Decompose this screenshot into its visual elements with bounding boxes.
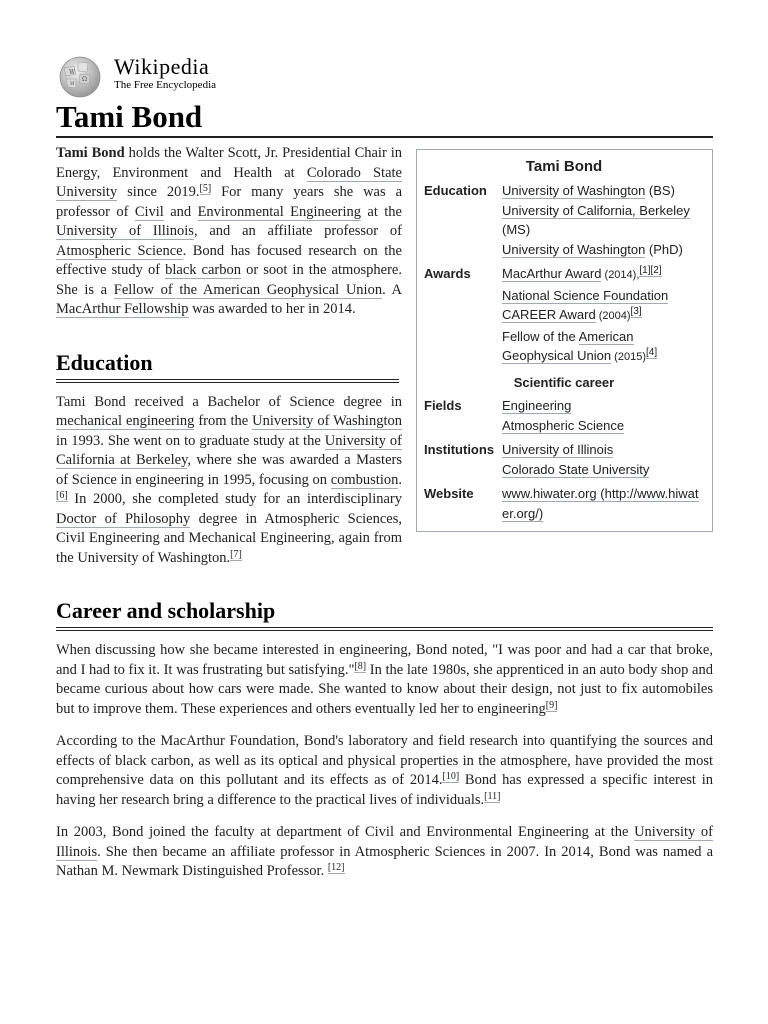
text: , where she was awarded a Masters of Science in engineering in 1995, focusing on bbox=[56, 452, 402, 488]
link[interactable]: Engineering bbox=[502, 398, 572, 413]
infobox-value bbox=[502, 264, 704, 368]
degree: (PhD) bbox=[645, 241, 683, 257]
reference-link[interactable]: [11] bbox=[484, 790, 501, 802]
link[interactable]: University of California, Berkeley bbox=[502, 202, 690, 218]
reference-link[interactable]: [7] bbox=[230, 548, 242, 560]
text: degree in Atmospheric Sciences, Civil Engineering and Mechanical Engineering, again from the University of Washington. bbox=[56, 510, 402, 566]
website-link[interactable]: www.hiwater.org (http://www.hiwater.org/) bbox=[502, 486, 699, 521]
text: from the bbox=[194, 413, 253, 429]
wordmark bbox=[114, 56, 216, 92]
text: and bbox=[163, 203, 198, 220]
link[interactable]: MacArthur Award bbox=[502, 266, 602, 281]
link[interactable]: University of California at Berkeley bbox=[56, 432, 403, 468]
text: According to the MacArthur Foundation, Bond's laboratory and field research into quantifying the sources and effects of black carbon, as well as its optical and physical properties in the atmosphere, have provided the most comprehensive data on this pollutant and its effects as of 2014. bbox=[56, 733, 713, 788]
degree: (BS) bbox=[645, 183, 675, 198]
svg-text:И: И bbox=[70, 81, 75, 87]
link[interactable]: mechanical engineering bbox=[56, 413, 195, 429]
text: When discussing how she became interested in engineering, Bond noted, "I was poor and had a car that broke, and I had to fix it. It was frustrating but satisfying." bbox=[56, 642, 713, 678]
infobox-label: Awards bbox=[424, 266, 471, 281]
link[interactable]: University of Illinois bbox=[56, 223, 194, 239]
link[interactable]: Colorado State University bbox=[56, 164, 402, 200]
subject-name: Tami Bond bbox=[56, 145, 125, 161]
reference-link[interactable]: [1] bbox=[639, 265, 651, 276]
text: In 2003, Bond joined the faculty at department of Civil and Environmental Engineering at the bbox=[56, 824, 635, 840]
page-title: Tami Bond bbox=[56, 100, 713, 138]
reference-link[interactable]: [5] bbox=[199, 183, 212, 194]
text: in 1993. She went on to graduate study at the bbox=[56, 432, 325, 449]
link[interactable]: Atmospheric Science bbox=[56, 242, 183, 259]
infobox-label: Education bbox=[424, 183, 487, 198]
career-paragraph-2 bbox=[56, 732, 713, 810]
wordmark-tagline: The Free Encyclopedia bbox=[114, 79, 217, 91]
link[interactable]: American Geophysical Union bbox=[502, 328, 634, 363]
text: was awarded to her in 2014. bbox=[188, 301, 356, 317]
text: In 2000, she completed study for an interdisciplinary bbox=[67, 491, 402, 507]
award-year: (2014), bbox=[601, 269, 640, 281]
link[interactable]: Colorado State University bbox=[502, 461, 650, 477]
text: , and an affiliate professor of bbox=[193, 223, 402, 239]
link[interactable]: MacArthur Fellowship bbox=[56, 301, 189, 317]
text: Tami Bond received a Bachelor of Science degree in bbox=[56, 393, 402, 410]
infobox-value bbox=[502, 181, 704, 259]
degree: (MS) bbox=[502, 222, 531, 237]
infobox-row-website bbox=[424, 484, 704, 523]
text: holds the Walter Scott, Jr. Presidential Chair in Energy, Environment and Health at bbox=[56, 145, 402, 181]
career-paragraph-3 bbox=[56, 823, 713, 882]
section-heading-education: Education bbox=[56, 350, 399, 383]
wikipedia-logo[interactable] bbox=[56, 52, 713, 98]
award-year: (2004) bbox=[595, 310, 631, 322]
infobox-label: Fields bbox=[424, 398, 462, 413]
reference-link[interactable]: [6] bbox=[56, 490, 68, 501]
reference-link[interactable]: [9] bbox=[545, 699, 558, 711]
reference-link[interactable]: [8] bbox=[354, 660, 367, 672]
link[interactable]: University of Illinois bbox=[502, 442, 614, 457]
text: at the bbox=[361, 203, 402, 220]
link[interactable]: University of Washington bbox=[252, 413, 402, 429]
infobox-label: Institutions bbox=[424, 442, 495, 457]
text: For many years she was a professor of bbox=[56, 184, 403, 220]
wikipedia-globe-icon bbox=[56, 54, 104, 98]
text: since 2019. bbox=[117, 184, 200, 200]
link[interactable]: combustion bbox=[330, 471, 399, 488]
link[interactable]: University of Illinois bbox=[56, 824, 714, 860]
reference-link[interactable]: [2] bbox=[650, 265, 662, 276]
reference-link[interactable]: [12] bbox=[327, 862, 345, 873]
award-prefix: Fellow of the bbox=[502, 328, 579, 344]
infobox-title: Tami Bond bbox=[525, 158, 603, 175]
infobox-row-education bbox=[424, 181, 704, 259]
section-heading-career: Career and scholarship bbox=[56, 598, 713, 631]
link[interactable]: Atmospheric Science bbox=[502, 417, 625, 433]
infobox-row-fields bbox=[424, 396, 704, 435]
link[interactable]: University of Washington bbox=[502, 241, 646, 257]
text: . She then became an affiliate professor in Atmospheric Sciences in 2007. In 2014, Bond was named a Nathan M. Newmark Distinguished Professor. bbox=[56, 843, 713, 879]
link[interactable]: National Science Foundation CAREER Award bbox=[502, 287, 669, 322]
svg-text:W: W bbox=[69, 69, 76, 76]
award-year: (2015) bbox=[611, 351, 646, 363]
link[interactable]: Environmental Engineering bbox=[197, 203, 362, 220]
text: . bbox=[398, 471, 402, 488]
link[interactable]: black carbon bbox=[165, 262, 242, 278]
infobox-row-institutions bbox=[424, 440, 704, 479]
link[interactable]: Fellow of the American Geophysical Union bbox=[113, 281, 383, 298]
reference-link[interactable]: [4] bbox=[645, 347, 658, 358]
infobox-row-awards bbox=[424, 264, 704, 368]
reference-link[interactable]: [10] bbox=[442, 771, 460, 782]
text: or soot in the atmosphere. She is a bbox=[56, 262, 402, 298]
article bbox=[56, 52, 713, 895]
article-body bbox=[56, 144, 713, 882]
text: In the late 1980s, she apprenticed in an auto body shop and became curious about how cars were made. She wanted to know about their design, not just to fix automobiles but to improve them. These experiences and others eventually led her to engineering bbox=[56, 661, 713, 717]
link[interactable]: University of Washington bbox=[502, 183, 646, 198]
infobox-section-header: Scientific career bbox=[513, 374, 615, 390]
wordmark-name: Wikipedia bbox=[114, 54, 210, 79]
svg-text:Ω: Ω bbox=[82, 76, 87, 83]
reference-link[interactable]: [3] bbox=[630, 306, 642, 317]
link[interactable]: Doctor of Philosophy bbox=[56, 510, 191, 527]
infobox-value bbox=[502, 484, 704, 523]
infobox bbox=[416, 149, 713, 532]
career-paragraph-1 bbox=[56, 641, 713, 719]
infobox-label: Website bbox=[424, 486, 474, 501]
infobox-value bbox=[502, 440, 704, 479]
infobox-value bbox=[502, 396, 704, 435]
text: . Bond has focused research on the effective study of bbox=[56, 242, 402, 278]
text: Bond has expressed a specific interest in having her research bring a difference to the practical lives of individuals. bbox=[56, 772, 713, 808]
text: . A bbox=[382, 281, 403, 298]
link[interactable]: Civil bbox=[134, 203, 164, 220]
